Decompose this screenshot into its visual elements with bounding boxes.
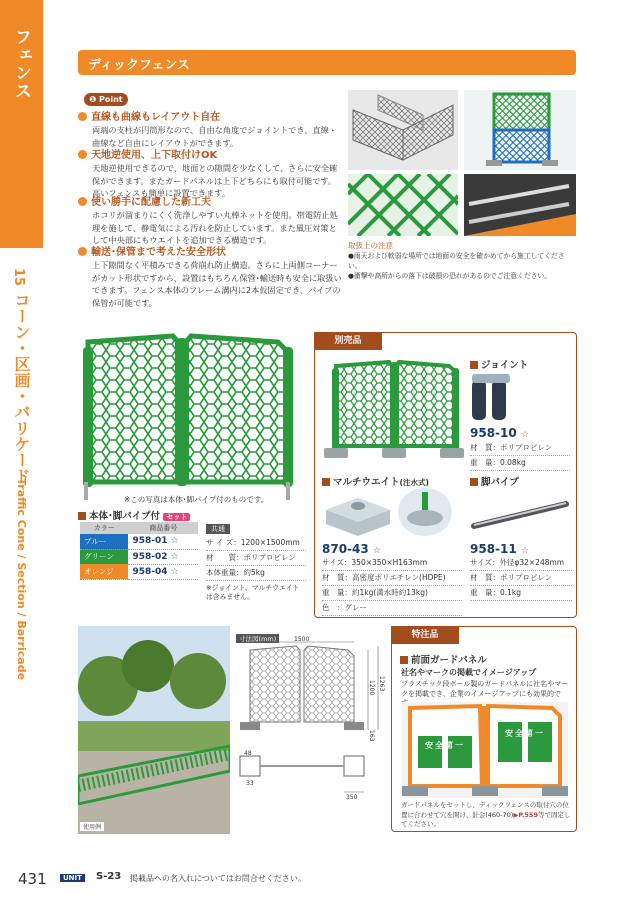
caution-item: ●衝撃や高所からの落下は破損の恐れがあるのでご注意ください。 — [348, 272, 552, 280]
stacked-fence-illustration — [464, 90, 576, 170]
star-icon: ☆ — [170, 566, 179, 577]
pipe-heading: 脚パイプ — [470, 474, 519, 488]
page-title: ディックフェンス — [78, 50, 576, 75]
common-note: ※ジョイント、マルチウエイトは含みません。 — [206, 584, 300, 601]
dim-height-2: 1263 — [378, 676, 385, 692]
square-bullet-icon — [78, 512, 86, 520]
square-bullet-icon — [470, 361, 478, 369]
sidebar-section-en: Traffic Cone / Section / Barricade — [15, 478, 28, 681]
point-label: Point — [98, 95, 123, 104]
common-label: 共通 — [206, 524, 230, 534]
point-badge: ❶ Point — [84, 93, 128, 106]
dim-height-1: 1200 — [368, 680, 375, 696]
weight-sub: (注水式) — [399, 478, 429, 487]
main-fence-illustration — [78, 332, 300, 500]
footer-note: 掲載品への名入れについてはお問合せください。 — [130, 874, 306, 883]
sidebar — [0, 0, 43, 900]
photo-weight — [322, 488, 394, 538]
feature-heading: 直線も曲線もレイアウト自在 — [91, 112, 221, 123]
col-code: 商品番号 — [128, 522, 198, 534]
sign-right: 安全第一 — [505, 729, 545, 738]
pipe-code: 958-11 ☆ — [470, 542, 529, 556]
spec-line: 材 質：ポリプロピレン — [470, 441, 570, 456]
photo-fence-with-weight — [324, 356, 464, 464]
dimension-title: 寸法図(mm) — [236, 634, 279, 643]
dim-offset: 33 — [246, 780, 254, 787]
footer-code: S-23 — [96, 871, 122, 882]
photo-joint — [470, 372, 530, 422]
joint-code: 958-10 ☆ — [470, 426, 529, 440]
table-row — [80, 564, 198, 579]
weight-illustration — [322, 488, 394, 538]
usage-illustration — [78, 626, 230, 834]
page-number: 431 — [18, 870, 47, 888]
code-cell: 958-01 — [132, 536, 168, 547]
spec-line: 材 質：ポリプロピレン — [470, 571, 572, 586]
square-bullet-icon — [322, 478, 330, 486]
feature-heading: 使い勝手に配慮した新工夫 — [91, 197, 211, 208]
color-cell: オレンジ — [80, 564, 128, 579]
table-row — [80, 549, 198, 564]
common-spec — [206, 524, 306, 602]
page-reference-link[interactable]: ▶P.559 — [513, 810, 538, 819]
feature-body: 天地逆使用できるので、地面との隙間を少なくして、さらに安全確保ができます。またガードパネルは上下どちらにも取付可能です。高いフェンスも簡単に設置できます。 — [92, 163, 338, 198]
pipe-spec — [470, 556, 572, 601]
bullet-icon — [78, 247, 87, 256]
feature-heading: 輸送･保管まで考えた安全形状 — [91, 247, 226, 258]
custom-order-label: 特注品 — [391, 626, 459, 644]
accessories-label: 別売品 — [314, 332, 382, 350]
spec-line: 本体重量：約5kg — [206, 566, 306, 581]
feature-3 — [78, 196, 343, 247]
star-icon: ☆ — [520, 546, 529, 556]
spec-line: 色 ：グレー — [322, 601, 462, 616]
dim-height-3: 163 — [368, 730, 375, 742]
brand-logo: UNIT — [60, 874, 85, 882]
body-set-table — [80, 522, 198, 580]
footer — [0, 868, 636, 898]
dimension-diagram — [236, 626, 386, 802]
photo-weight-detail — [398, 488, 452, 536]
spec-line: サイズ：外径φ32×248mm — [470, 556, 572, 571]
main-photo-caption: ※この写真は本体･脚パイプ付のものです。 — [124, 495, 269, 504]
code-cell: 958-04 — [132, 566, 168, 577]
dimension-drawing — [236, 636, 386, 802]
star-icon: ☆ — [170, 551, 179, 562]
feature-1 — [78, 111, 343, 149]
spec-line: 材 質：ポリプロピレン — [206, 551, 306, 566]
caution-block — [348, 240, 576, 281]
photo-pipe-storage — [464, 174, 576, 236]
spec-line: 材 質：高密度ポリエチレン(HDPE) — [322, 571, 462, 586]
bullet-icon — [78, 112, 87, 121]
col-color: カラー — [80, 522, 128, 534]
usage-label: 使用例 — [80, 822, 104, 831]
star-icon: ☆ — [520, 430, 529, 440]
weight-detail-illustration — [398, 488, 452, 536]
joint-spec — [470, 441, 570, 471]
photo-guard-panel — [402, 702, 568, 798]
pipe-storage-illustration — [464, 174, 576, 236]
sidebar-category: フェンス — [11, 28, 31, 100]
photo-mesh-closeup — [348, 174, 458, 236]
photo-main-fence — [78, 332, 300, 500]
joint-heading: ジョイント — [470, 357, 528, 371]
sidebar-section-jp: コーン・区画・バリケード — [12, 292, 31, 484]
joint-illustration — [470, 372, 530, 422]
custom-heading: 前面ガードパネル — [400, 652, 487, 666]
star-icon: ☆ — [170, 536, 179, 547]
caution-title: 取扱上の注意 — [348, 241, 393, 250]
sign-left: 安全第一 — [425, 741, 465, 750]
table-row — [80, 534, 198, 549]
bullet-icon — [78, 150, 87, 159]
spec-line: 重 量：0.1kg — [470, 586, 572, 601]
custom-subheading: 社名やマークの掲載でイメージアップ — [401, 668, 537, 677]
custom-caption: ガードパネルをセットし、ディックフェンスの取付穴の位置に合わせて穴を開け、針金(460-70)▶P.559等で固定してください。 — [401, 801, 571, 828]
spec-line: 重 量：0.08kg — [470, 456, 570, 471]
spec-line: 重 量：約1kg(満水時約13kg) — [322, 586, 462, 601]
weight-heading: マルチウエイト(注水式) — [322, 474, 429, 488]
dim-depth: 350 — [346, 794, 358, 801]
fence-angle-illustration — [348, 90, 458, 170]
caution-item: ●雨天および軟弱な場所では地面の安全を確かめてから施工してください。 — [348, 252, 565, 270]
pipe-illustration — [470, 496, 570, 532]
feature-2 — [78, 149, 343, 200]
feature-4 — [78, 246, 343, 309]
sidebar-section-number: 15 — [11, 268, 26, 287]
mesh-closeup-illustration — [348, 174, 458, 236]
weight-spec — [322, 556, 462, 616]
dim-width: 1500 — [294, 636, 310, 643]
color-cell: ブルー — [80, 534, 128, 549]
color-cell: グリーン — [80, 549, 128, 564]
spec-line: サ イ ズ：1200×1500mm — [206, 536, 306, 551]
star-icon: ☆ — [372, 546, 381, 556]
photo-usage-example — [78, 626, 230, 834]
feature-body: ホコリが溜まりにくく洗浄しやすい丸棒ネットを使用。帯電防止処理を施して、静電気による汚れを防止しています。また風圧対策として中央部にもウエイトを追加できる構造です。 — [92, 210, 338, 245]
photo-layout-curve — [348, 90, 458, 170]
photo-pipe — [470, 496, 570, 532]
feature-body: 両端の支柱が円筒形なので、自由な角度でジョイントでき、直線・曲線など自由にレイアウトができます。 — [92, 125, 337, 148]
feature-heading: 天地逆使用、上下取付けOK — [91, 150, 218, 161]
code-cell: 958-02 — [132, 551, 168, 562]
spec-line: サイズ：350×350×H163mm — [322, 556, 462, 571]
bullet-icon — [78, 197, 87, 206]
body-set-heading: 本体･脚パイプ付 セット — [78, 508, 190, 522]
photo-stacked-fence — [464, 90, 576, 170]
square-bullet-icon — [470, 478, 478, 486]
feature-body: 上下隙間なく平積みできる荷崩れ防止構造。さらに上両側コーナーがカット形状ですから、設置はもちろん保管･輸送時も安全に取扱いできます。フェンス本体のフレーム溝内に2本仮固定でき、パイプの保管が可能です。 — [92, 260, 342, 308]
weight-code: 870-43 ☆ — [322, 542, 381, 556]
custom-body: プラスチック段ボール製のガードパネルに社名やマークを掲載でき、企業のイメージアップにも効果的で — [401, 680, 569, 698]
dim-width-small: 48 — [244, 750, 252, 757]
square-bullet-icon — [400, 656, 408, 664]
set-badge: セット — [163, 513, 190, 521]
fence-weight-illustration — [324, 356, 464, 464]
